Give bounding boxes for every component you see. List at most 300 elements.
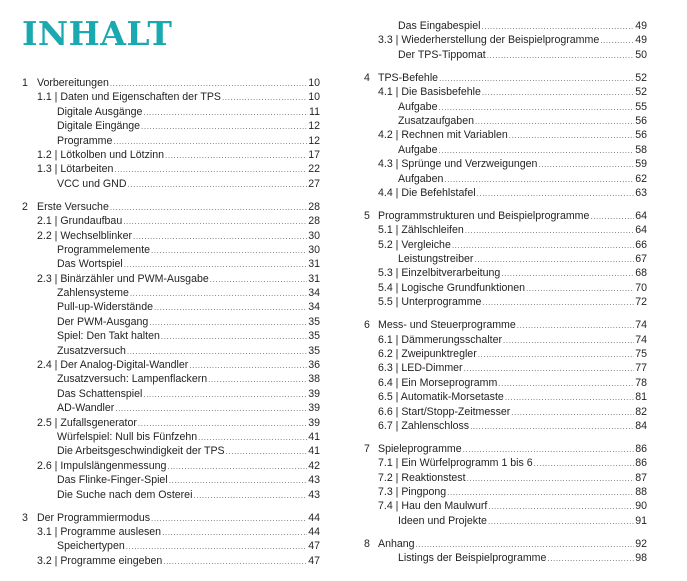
page-number: 35 xyxy=(308,344,320,357)
dot-leader xyxy=(488,500,634,514)
page-number: 34 xyxy=(308,301,320,314)
toc-section-entry[interactable] xyxy=(342,361,672,375)
toc-section-entry[interactable] xyxy=(342,238,672,252)
toc-entry-line xyxy=(57,177,320,192)
toc-entry-line xyxy=(398,252,647,267)
toc-entry-line xyxy=(37,272,320,287)
toc-entry-title: Spieleprogramme xyxy=(378,442,462,455)
toc-entry-line xyxy=(57,539,320,554)
page-number: 75 xyxy=(635,347,647,360)
toc-section-entry[interactable] xyxy=(0,214,330,228)
toc-entry-line xyxy=(378,405,647,420)
page-number: 68 xyxy=(635,267,647,280)
dot-leader xyxy=(161,330,307,344)
toc-subsection-entry[interactable] xyxy=(342,19,672,33)
dot-leader xyxy=(222,91,307,105)
page-number: 50 xyxy=(635,48,647,61)
page-number: 41 xyxy=(308,445,320,458)
toc-entry-title: Das Flinke-Finger-Spiel xyxy=(57,474,168,487)
chapter-spacer xyxy=(0,502,330,511)
toc-entry-title: 2.4 | Der Analog-Digital-Wandler xyxy=(37,359,189,372)
dot-leader xyxy=(444,173,634,187)
toc-entry-line xyxy=(378,499,647,514)
toc-entry-title: 3.3 | Wiederherstellung der Beispielprogramme xyxy=(378,34,600,47)
toc-entry-title: Programme xyxy=(57,134,113,147)
dot-leader xyxy=(114,163,307,177)
dot-leader xyxy=(130,287,307,301)
dot-leader xyxy=(113,135,307,149)
toc-section-entry[interactable] xyxy=(342,333,672,347)
dot-leader xyxy=(538,158,634,172)
dot-leader xyxy=(151,512,307,526)
toc-section-entry[interactable] xyxy=(342,376,672,390)
toc-entry-title: Das Schattenspiel xyxy=(57,387,143,400)
toc-entry-line xyxy=(378,471,647,486)
toc-section-entry[interactable] xyxy=(342,499,672,513)
toc-entry-title: 5.5 | Unterprogramme xyxy=(378,296,482,309)
dot-leader xyxy=(127,345,307,359)
page-number: 30 xyxy=(308,243,320,256)
page-number: 82 xyxy=(635,405,647,418)
dot-leader xyxy=(162,526,307,540)
toc-entry-title: 7.4 | Hau den Maulwurf xyxy=(378,500,488,513)
toc-entry-line xyxy=(37,162,320,177)
page-number: 78 xyxy=(635,376,647,389)
dot-leader xyxy=(123,215,307,229)
toc-entry-line xyxy=(378,33,647,48)
toc-entry-title: Speichertypen xyxy=(57,540,125,553)
dot-leader xyxy=(115,402,307,416)
toc-entry-title: 7.3 | Pingpong xyxy=(378,486,447,499)
toc-entry-line xyxy=(378,347,647,362)
page-number: 58 xyxy=(635,143,647,156)
dot-leader xyxy=(463,443,635,457)
dot-leader xyxy=(498,377,634,391)
toc-entry-title: 1.3 | Lötarbeiten xyxy=(37,163,114,176)
page-number: 67 xyxy=(635,253,647,266)
toc-entry-title: 2.5 | Zufallsgenerator xyxy=(37,416,137,429)
page-number: 34 xyxy=(308,287,320,300)
page-number: 44 xyxy=(308,511,320,524)
toc-section-entry[interactable] xyxy=(0,416,330,430)
dot-leader xyxy=(141,120,307,134)
dot-leader xyxy=(482,86,634,100)
chapter-spacer xyxy=(0,191,330,200)
dot-leader xyxy=(210,273,307,287)
dot-leader xyxy=(526,282,634,296)
toc-entry-title: Anhang xyxy=(378,537,415,550)
dot-leader xyxy=(198,431,307,445)
toc-entry-line xyxy=(57,315,320,330)
toc-entry-line xyxy=(378,419,647,434)
dot-leader xyxy=(447,486,634,500)
page-number: 74 xyxy=(635,319,647,332)
toc-entry-title: Aufgabe xyxy=(398,100,438,113)
toc-entry-title: Listings der Beispielprogramme xyxy=(398,552,547,565)
page-number: 47 xyxy=(308,554,320,567)
toc-subsection-entry[interactable] xyxy=(0,430,330,444)
toc-subsection-entry[interactable] xyxy=(342,114,672,128)
dot-leader xyxy=(509,129,634,143)
page-number: 49 xyxy=(635,20,647,32)
toc-subsection-entry[interactable] xyxy=(0,300,330,314)
toc-entry-title: Digitale Ausgänge xyxy=(57,105,143,118)
toc-chapter-entry[interactable] xyxy=(342,318,672,332)
toc-entry-title: Der Programmiermodus xyxy=(37,511,151,524)
toc-entry-title: VCC und GND xyxy=(57,177,127,190)
toc-section-entry[interactable] xyxy=(342,33,672,47)
page-number: 81 xyxy=(635,391,647,404)
page-number: 43 xyxy=(308,474,320,487)
toc-section-entry[interactable] xyxy=(342,295,672,309)
toc-entry-title: 1.2 | Lötkolben und Lötzinn xyxy=(37,148,165,161)
toc-section-entry[interactable] xyxy=(0,272,330,286)
toc-entry-title: Ideen und Projekte xyxy=(398,514,487,527)
page-number: 10 xyxy=(308,91,320,104)
toc-entry-line xyxy=(398,143,647,158)
toc-entry-title: 6.5 | Automatik-Morsetaste xyxy=(378,391,504,404)
toc-entry-title: Das Wortspiel xyxy=(57,258,123,271)
toc-entry-line xyxy=(57,286,320,301)
dot-leader xyxy=(193,489,307,503)
toc-chapter-entry[interactable] xyxy=(0,200,330,214)
toc-subsection-entry[interactable] xyxy=(0,177,330,191)
dot-leader xyxy=(143,106,308,120)
toc-entry-line xyxy=(37,525,320,540)
toc-section-entry[interactable] xyxy=(0,229,330,243)
toc-entry-title: 5.3 | Einzelbitverarbeitung xyxy=(378,267,501,280)
page-number: 92 xyxy=(635,537,647,550)
toc-subsection-entry[interactable] xyxy=(342,252,672,266)
toc-subsection-entry[interactable] xyxy=(0,134,330,148)
toc-subsection-entry[interactable] xyxy=(0,473,330,487)
dot-leader xyxy=(501,267,634,281)
toc-entry-line xyxy=(378,157,647,172)
toc-section-entry[interactable] xyxy=(0,148,330,162)
toc-section-entry[interactable] xyxy=(342,405,672,419)
toc-section-entry[interactable] xyxy=(0,90,330,104)
page-number: 31 xyxy=(308,272,320,285)
chapter-number: 8 xyxy=(364,537,370,550)
toc-chapter-entry[interactable] xyxy=(0,76,330,90)
toc-section-entry[interactable] xyxy=(0,459,330,473)
toc-entry-line xyxy=(378,71,647,86)
toc-section-entry[interactable] xyxy=(0,525,330,539)
dot-leader xyxy=(149,316,307,330)
chapter-number: 5 xyxy=(364,209,370,222)
page-number: 87 xyxy=(635,471,647,484)
page-number: 31 xyxy=(308,258,320,271)
dot-leader xyxy=(165,149,307,163)
toc-right-column xyxy=(342,19,672,566)
chapter-number: 4 xyxy=(364,71,370,84)
toc-entry-line xyxy=(57,134,320,149)
dot-leader xyxy=(110,77,307,91)
toc-section-entry[interactable] xyxy=(342,419,672,433)
chapter-number: 1 xyxy=(22,77,28,89)
toc-section-entry[interactable] xyxy=(342,157,672,171)
page-number: 28 xyxy=(308,200,320,213)
toc-entry-title: Programmstrukturen und Beispielprogramme xyxy=(378,209,590,222)
toc-subsection-entry[interactable] xyxy=(0,119,330,133)
dot-leader xyxy=(465,224,634,238)
toc-section-entry[interactable] xyxy=(342,471,672,485)
page-number: 64 xyxy=(635,224,647,237)
toc-entry-line xyxy=(57,105,320,120)
page-number: 39 xyxy=(308,387,320,400)
page-number: 44 xyxy=(308,525,320,538)
page-number: 12 xyxy=(308,120,320,133)
toc-section-entry[interactable] xyxy=(342,223,672,237)
toc-entry-line xyxy=(57,430,320,445)
toc-subsection-entry[interactable] xyxy=(0,286,330,300)
toc-subsection-entry[interactable] xyxy=(0,344,330,358)
chapter-number: 7 xyxy=(364,442,370,455)
toc-entry-line xyxy=(398,48,647,63)
dot-leader xyxy=(470,420,634,434)
dot-leader xyxy=(110,201,307,215)
toc-subsection-entry[interactable] xyxy=(0,387,330,401)
toc-section-entry[interactable] xyxy=(0,358,330,372)
dot-leader xyxy=(208,373,307,387)
dot-leader xyxy=(439,72,634,86)
dot-leader xyxy=(517,319,634,333)
toc-entry-title: Vorbereitungen xyxy=(37,77,109,89)
page-number: 88 xyxy=(635,486,647,499)
toc-entry-line xyxy=(378,295,647,310)
toc-subsection-entry[interactable] xyxy=(0,401,330,415)
toc-entry-line xyxy=(398,100,647,115)
toc-subsection-entry[interactable] xyxy=(0,105,330,119)
page-title: INHALT xyxy=(22,14,173,53)
toc-entry-title: 2.2 | Wechselblinker xyxy=(37,229,133,242)
toc-entry-title: 5.1 | Zählschleifen xyxy=(378,224,464,237)
toc-entry-line xyxy=(37,148,320,163)
dot-leader xyxy=(600,34,634,48)
toc-entry-line xyxy=(378,361,647,376)
toc-subsection-entry[interactable] xyxy=(342,48,672,62)
toc-chapter-entry[interactable] xyxy=(342,442,672,456)
toc-entry-title: Die Suche nach dem Osterei xyxy=(57,488,193,501)
toc-entry-title: 2.3 | Binärzähler und PWM-Ausgabe xyxy=(37,272,209,285)
page-number: 84 xyxy=(635,419,647,432)
toc-subsection-entry[interactable] xyxy=(0,539,330,553)
toc-entry-title: 6.7 | Zahlenschloss xyxy=(378,419,470,432)
toc-subsection-entry[interactable] xyxy=(0,257,330,271)
toc-subsection-entry[interactable] xyxy=(342,172,672,186)
toc-chapter-entry[interactable] xyxy=(342,537,672,551)
toc-entry-line xyxy=(378,85,647,100)
toc-entry-line xyxy=(37,358,320,373)
toc-entry-line xyxy=(378,537,647,552)
toc-entry-title: Mess- und Steuerprogramme xyxy=(378,319,516,332)
page-number: 86 xyxy=(635,457,647,470)
toc-section-entry[interactable] xyxy=(342,390,672,404)
toc-entry-line xyxy=(37,229,320,244)
toc-subsection-entry[interactable] xyxy=(0,243,330,257)
page-number: 56 xyxy=(635,129,647,142)
dot-leader xyxy=(511,406,634,420)
toc-section-entry[interactable] xyxy=(342,186,672,200)
dot-leader xyxy=(154,301,307,315)
toc-section-entry[interactable] xyxy=(342,485,672,499)
chapter-number: 6 xyxy=(364,319,370,332)
toc-section-entry[interactable] xyxy=(342,456,672,470)
toc-entry-line xyxy=(57,344,320,359)
toc-entry-line xyxy=(57,444,320,459)
toc-entry-line xyxy=(378,238,647,253)
toc-entry-line xyxy=(57,473,320,488)
toc-section-entry[interactable] xyxy=(342,85,672,99)
toc-entry-line xyxy=(398,551,647,566)
toc-subsection-entry[interactable] xyxy=(342,143,672,157)
dot-leader xyxy=(481,20,634,34)
toc-entry-title: Das Eingabespiel xyxy=(398,20,481,32)
dot-leader xyxy=(143,388,307,402)
dot-leader xyxy=(474,253,634,267)
toc-entry-title: Programmelemente xyxy=(57,243,151,256)
toc-subsection-entry[interactable] xyxy=(0,315,330,329)
toc-entry-line xyxy=(57,387,320,402)
dot-leader xyxy=(133,230,307,244)
toc-entry-line xyxy=(378,209,647,224)
toc-entry-title: 4.4 | Die Befehlstafel xyxy=(378,186,476,199)
toc-chapter-entry[interactable] xyxy=(0,511,330,525)
toc-entry-line xyxy=(378,390,647,405)
page-number: 90 xyxy=(635,500,647,513)
toc-subsection-entry[interactable] xyxy=(342,551,672,565)
chapter-number: 3 xyxy=(22,511,28,524)
page-number: 98 xyxy=(635,552,647,565)
page-number: 86 xyxy=(635,442,647,455)
toc-entry-title: Der PWM-Ausgang xyxy=(57,315,149,328)
page-number: 39 xyxy=(308,416,320,429)
dot-leader xyxy=(438,101,634,115)
toc-entry-line xyxy=(378,442,647,457)
page-number: 77 xyxy=(635,362,647,375)
toc-entry-title: TPS-Befehle xyxy=(378,71,439,84)
toc-entry-title: Die Arbeitsgeschwindigkeit der TPS xyxy=(57,445,225,458)
toc-section-entry[interactable] xyxy=(342,266,672,280)
toc-entry-title: 4.2 | Rechnen mit Variablen xyxy=(378,129,508,142)
page-number: 27 xyxy=(308,177,320,190)
toc-entry-title: Aufgabe xyxy=(398,143,438,156)
dot-leader xyxy=(126,540,307,554)
toc-subsection-entry[interactable] xyxy=(0,329,330,343)
toc-section-entry[interactable] xyxy=(342,281,672,295)
toc-entry-title: Zusatzaufgaben xyxy=(398,114,474,127)
toc-chapter-entry[interactable] xyxy=(342,71,672,85)
toc-entry-line xyxy=(37,511,320,526)
page-number: 56 xyxy=(635,114,647,127)
toc-subsection-entry[interactable] xyxy=(0,444,330,458)
toc-subsection-entry[interactable] xyxy=(342,100,672,114)
page-number: 55 xyxy=(635,100,647,113)
page-number: 38 xyxy=(308,373,320,386)
dot-leader xyxy=(590,210,634,224)
dot-leader xyxy=(464,362,635,376)
toc-entry-title: 5.4 | Logische Grundfunktionen xyxy=(378,281,526,294)
toc-entry-line xyxy=(57,257,320,272)
toc-entry-title: Pull-up-Widerstände xyxy=(57,301,153,314)
toc-entry-line xyxy=(57,329,320,344)
page-number: 52 xyxy=(635,71,647,84)
dot-leader xyxy=(163,555,307,569)
toc-entry-line xyxy=(57,488,320,503)
dot-leader xyxy=(488,515,634,529)
toc-entry-line xyxy=(57,300,320,315)
page-number: 52 xyxy=(635,86,647,99)
toc-subsection-entry[interactable] xyxy=(342,514,672,528)
toc-entry-title: 6.1 | Dämmerungsschalter xyxy=(378,333,503,346)
toc-entry-line xyxy=(398,172,647,187)
dot-leader xyxy=(477,187,635,201)
toc-subsection-entry[interactable] xyxy=(0,488,330,502)
dot-leader xyxy=(547,552,634,566)
toc-section-entry[interactable] xyxy=(342,128,672,142)
toc-entry-line xyxy=(398,514,647,529)
toc-entry-title: Erste Versuche xyxy=(37,200,109,213)
dot-leader xyxy=(503,334,634,348)
toc-entry-title: 6.4 | Ein Morseprogramm xyxy=(378,376,498,389)
toc-chapter-entry[interactable] xyxy=(342,209,672,223)
toc-section-entry[interactable] xyxy=(0,554,330,568)
page-number: 12 xyxy=(308,134,320,147)
dot-leader xyxy=(167,460,307,474)
page-number: 63 xyxy=(635,186,647,199)
toc-entry-title: Zahlensysteme xyxy=(57,287,129,300)
toc-entry-title: AD-Wandler xyxy=(57,402,115,415)
page-number: 10 xyxy=(308,77,320,89)
page-number: 66 xyxy=(635,238,647,251)
toc-entry-title: 5.2 | Vergleiche xyxy=(378,238,451,251)
toc-entry-line xyxy=(378,318,647,333)
page-number: 41 xyxy=(308,430,320,443)
toc-subsection-entry[interactable] xyxy=(0,372,330,386)
page-number: 30 xyxy=(308,229,320,242)
toc-entry-title: 1.1 | Daten und Eigenschaften der TPS xyxy=(37,91,221,104)
toc-entry-line xyxy=(398,19,647,34)
dot-leader xyxy=(189,359,307,373)
toc-entry-title: 6.6 | Start/Stopp-Zeitmesser xyxy=(378,405,511,418)
toc-entry-line xyxy=(378,456,647,471)
toc-entry-line xyxy=(57,243,320,258)
page-number: 28 xyxy=(308,215,320,228)
dot-leader xyxy=(151,244,307,258)
chapter-spacer xyxy=(342,310,672,319)
toc-entry-title: 7.1 | Ein Würfelprogramm 1 bis 6 xyxy=(378,457,533,470)
dot-leader xyxy=(505,391,634,405)
page-number: 36 xyxy=(308,359,320,372)
toc-entry-title: 4.3 | Sprünge und Verzweigungen xyxy=(378,158,538,171)
toc-entry-title: 7.2 | Reaktionstest xyxy=(378,471,466,484)
toc-section-entry[interactable] xyxy=(0,162,330,176)
dot-leader xyxy=(169,474,308,488)
toc-entry-title: 4.1 | Die Basisbefehle xyxy=(378,86,481,99)
page-number: 47 xyxy=(308,540,320,553)
toc-entry-title: 2.1 | Grundaufbau xyxy=(37,215,123,228)
toc-entry-title: Zusatzversuch: Lampenflackern xyxy=(57,373,208,386)
toc-section-entry[interactable] xyxy=(342,347,672,361)
page-number: 74 xyxy=(635,333,647,346)
chapter-spacer xyxy=(342,528,672,537)
toc-entry-title: Spiel: Den Takt halten xyxy=(57,330,160,343)
dot-leader xyxy=(487,49,634,63)
page-number: 35 xyxy=(308,315,320,328)
dot-leader xyxy=(124,258,307,272)
page-number: 91 xyxy=(635,514,647,527)
toc-entry-title: 6.2 | Zweipunktregler xyxy=(378,347,477,360)
